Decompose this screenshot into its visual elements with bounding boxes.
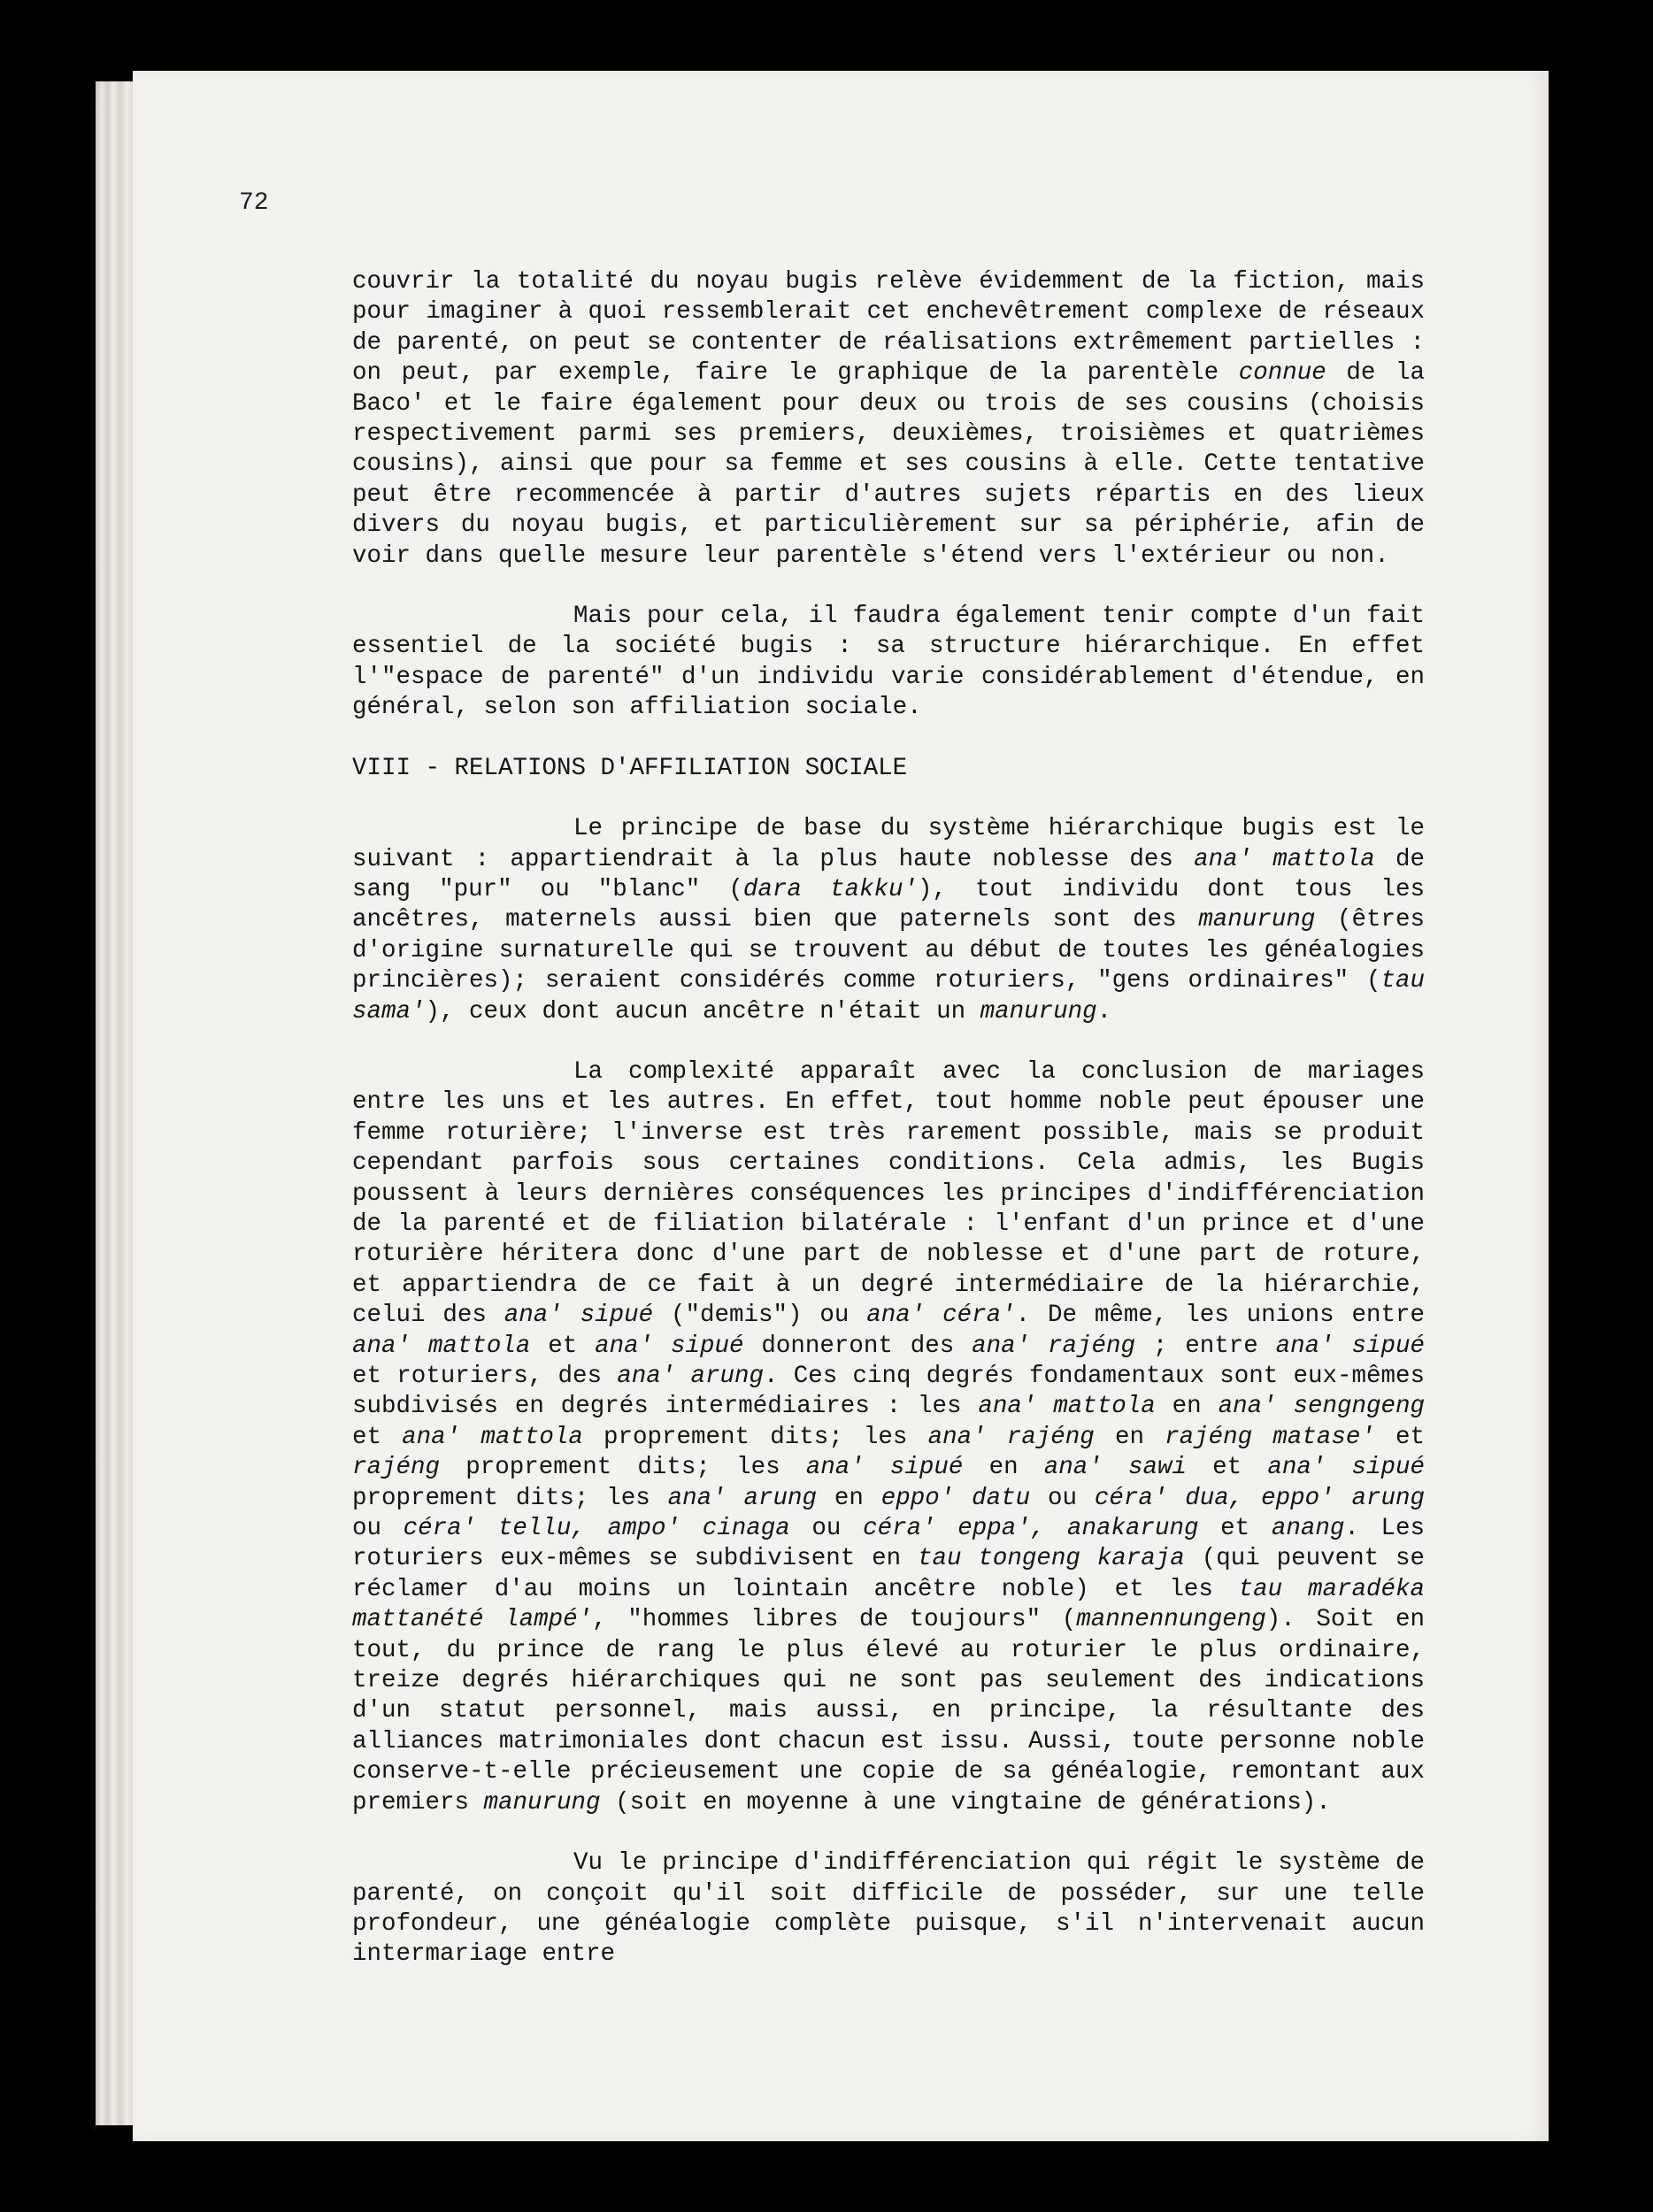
text-run: . De même, les unions entre	[1015, 1302, 1425, 1330]
text-run: . Ces cinq degrés fondamentaux sont eux-mêmes subdivisés en degrés intermédiaires : les	[352, 1363, 1425, 1421]
text-run: en	[1155, 1393, 1219, 1421]
italic-term: ana' sipué	[1267, 1454, 1426, 1482]
italic-term: ana' sipué	[504, 1302, 654, 1330]
italic-term: dara takku'	[742, 875, 919, 903]
text-run: Vu le principe d'indifférenciation qui régit le système de parenté, on conçoit qu'il soit difficile de posséder, sur une telle profondeur, une généalogie complète puisque, s'il n'intervenait aucun intermariage entre	[352, 1849, 1425, 1969]
italic-term: céra' tellu, ampo' cinaga	[403, 1515, 790, 1543]
text-run: en	[963, 1454, 1044, 1482]
body-text	[352, 267, 1425, 1970]
section-heading: VIII - RELATIONS D'AFFILIATION SOCIALE	[352, 754, 908, 782]
italic-term: ana' sawi	[1043, 1454, 1187, 1482]
italic-term: ana' sipué	[805, 1454, 964, 1482]
text-run: proprement dits; les	[352, 1484, 668, 1512]
italic-term: ana' mattola	[978, 1393, 1156, 1421]
italic-term: céra' eppa', anakarung	[863, 1515, 1199, 1543]
text-run: en	[817, 1484, 881, 1512]
text-run: et	[530, 1332, 596, 1360]
italic-term: tau maradéka mattanété lampé'	[352, 1575, 1425, 1634]
text-run: ("demis") ou	[653, 1302, 867, 1330]
italic-term: manurung	[483, 1788, 601, 1816]
text-run: ), ceux dont aucun ancêtre n'était un	[425, 997, 980, 1025]
italic-term: ana' mattola	[402, 1423, 583, 1451]
text-run: La complexité apparaît avec la conclusion de mariages entre les uns et les autres. En effet, tout homme noble peut épouser une femme roturière; l'inverse est très rarement possible, mais se produit cependant parfois sous certaines conditions. Cela admis, les Bugis poussent à leurs dernières conséquences les principes d'indifférenciation de la parenté et de filiation bilatérale : l'enfant d'un prince et d'une roturière héritera donc d'une part de noblesse et d'une part de roture, et appartiendra de ce fait à un degré intermédiaire de la hiérarchie, celui des	[352, 1057, 1425, 1330]
text-run: ), tout individu dont tous les ancêtres, maternels aussi bien que paternels sont des	[352, 875, 1426, 934]
text-run: . Les roturiers eux-mêmes se subdivisent en	[352, 1515, 1426, 1573]
text-run: de sang "pur" ou "blanc" (	[352, 845, 1425, 903]
text-run: donneront des	[743, 1332, 973, 1360]
text-run: et roturiers, des	[352, 1363, 618, 1390]
text-run: proprement dits; les	[582, 1423, 928, 1451]
text-run: (qui peuvent se réclamer d'au moins un lointain ancêtre noble) et les	[352, 1545, 1425, 1603]
paragraphs-after-heading	[352, 814, 1425, 1970]
paragraph	[352, 1848, 1425, 1970]
italic-term: connue	[1238, 359, 1326, 388]
text-run: ou	[789, 1515, 864, 1543]
italic-term: tau tongeng karaja	[918, 1545, 1185, 1573]
text-run: , "hommes libres de toujours" (	[592, 1606, 1077, 1634]
italic-term: rajéng	[352, 1454, 441, 1482]
text-run: ou	[352, 1515, 404, 1543]
italic-term: mannennungeng	[1076, 1606, 1266, 1634]
italic-term: ana' sipué	[595, 1332, 744, 1360]
italic-term: ana' rajéng	[972, 1332, 1136, 1360]
text-run: et	[1198, 1515, 1272, 1543]
italic-term: ana' mattola	[352, 1332, 531, 1360]
italic-term: manurung	[1198, 906, 1316, 934]
text-run: (êtres d'origine surnaturelle qui se trouvent au début de toutes les généalogies princières); seraient considérés comme roturiers, "gens ordinaires" (	[352, 906, 1425, 995]
text-run: ). Soit en tout, du prince de rang le plus élevé au roturier le plus ordinaire, treize degrés hiérarchiques qui ne sont pas seulement des indications d'un statut personnel, mais aussi, en principe, la résultante des alliances matrimoniales dont chacun est issu. Aussi, toute personne noble conserve-t-elle précieusement une copie de sa généalogie, remontant aux premiers	[352, 1606, 1425, 1816]
paragraph	[352, 602, 1425, 724]
italic-term: ana' sipué	[1275, 1332, 1425, 1360]
italic-term: ana' mattola	[1194, 845, 1375, 873]
text-run: de la Baco' et le faire également pour deux ou trois de ses cousins (choisis respectivement parmi ses premiers, deuxièmes, troisièmes et quatrièmes cousins), ainsi que pour sa femme et ses cousins à elle. Cette tentative peut être recommencée à partir d'autres sujets répartis en des lieux divers du noyau bugis, et particulièrement sur sa périphérie, afin de voir dans quelle mesure leur parentèle s'étend vers l'extérieur ou non.	[352, 359, 1425, 570]
italic-term: rajéng matase'	[1165, 1423, 1375, 1451]
italic-term: ana' arung	[617, 1363, 764, 1390]
italic-term: ana' céra'	[866, 1302, 1016, 1330]
text-run: (soit en moyenne à une vingtaine de générations).	[600, 1788, 1331, 1816]
text-run: Mais pour cela, il faudra également tenir compte d'un fait essentiel de la société bugis : sa structure hiérarchique. En effet l'"espace de parenté" d'un individu varie considérablement d'étendue, en général, selon son affiliation sociale.	[352, 603, 1425, 722]
paragraph	[352, 267, 1425, 572]
italic-term: manurung	[980, 997, 1097, 1025]
text-run: et	[1374, 1423, 1425, 1451]
italic-term: ana' rajéng	[927, 1423, 1095, 1451]
text-run: ; entre	[1135, 1332, 1276, 1360]
italic-term: tau sama'	[352, 967, 1425, 1025]
italic-term: ana' arung	[667, 1484, 818, 1512]
paragraph	[352, 814, 1425, 1027]
text-run: proprement dits; les	[440, 1454, 806, 1482]
text-run: et	[352, 1423, 403, 1451]
page-number: 72	[239, 189, 269, 217]
text-run: couvrir la totalité du noyau bugis relève évidemment de la fiction, mais pour imaginer à quoi ressemblerait cet enchevêtrement complexe de réseaux de parenté, on peut se contenter de réalisations extrêmement partielles : on peut, par exemple, faire le graphique de la parentèle	[352, 268, 1425, 388]
text-run: .	[1096, 997, 1112, 1025]
italic-term: céra' dua, eppo' arung	[1094, 1484, 1426, 1512]
italic-term: anang	[1271, 1515, 1345, 1543]
italic-term: eppo' datu	[880, 1484, 1031, 1512]
paragraph	[352, 1057, 1425, 1818]
text-run: Le principe de base du système hiérarchique bugis est le suivant : appartiendrait à la plus haute noblesse des	[352, 815, 1425, 873]
italic-term: ana' sengngeng	[1218, 1393, 1425, 1421]
paragraphs-before-heading	[352, 267, 1425, 724]
text-run: et	[1186, 1454, 1268, 1482]
text-run: en	[1094, 1423, 1165, 1451]
text-run: ou	[1030, 1484, 1095, 1512]
